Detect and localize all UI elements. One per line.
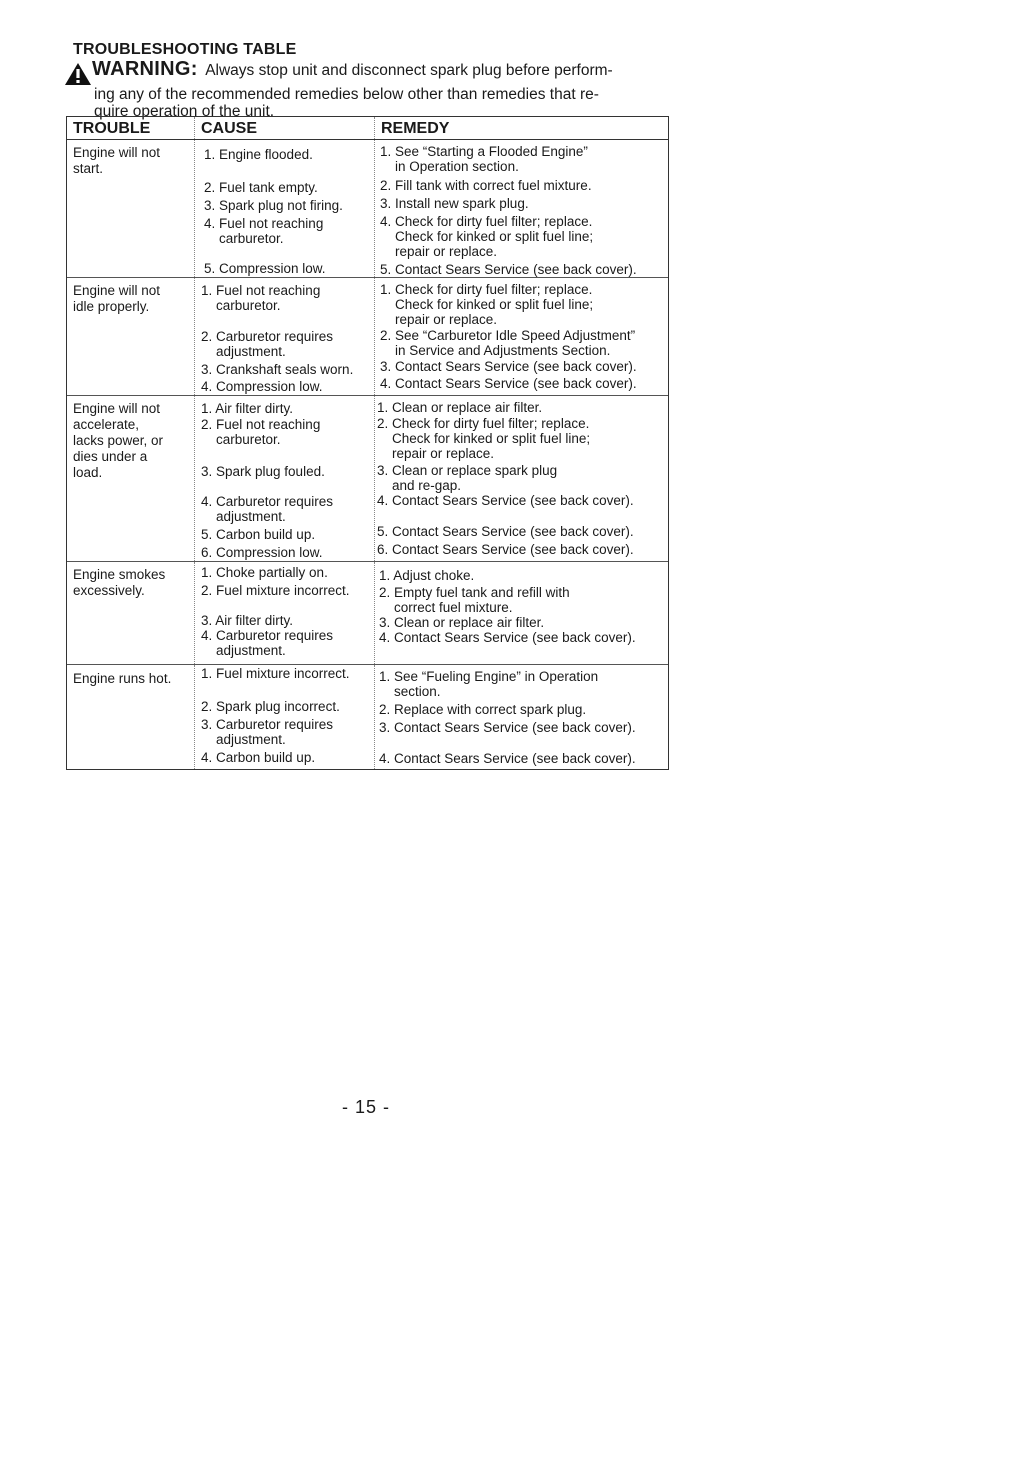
table-row: [67, 278, 668, 396]
remedy-item: 5. Contact Sears Service (see back cover).: [377, 524, 634, 539]
cause-item: 2. Carburetor requires adjustment.: [201, 329, 334, 359]
header-remedy: REMEDY: [374, 117, 668, 139]
remedy-item: 4. Check for dirty fuel filter; replace. Check for kinked or split fuel line; repair or replace.: [380, 214, 594, 259]
cause-item: 1. Fuel mixture incorrect.: [201, 666, 350, 681]
cause-item: 1. Fuel not reaching carburetor.: [201, 283, 321, 313]
warning-text-line3: quire operation of the unit.: [94, 103, 275, 120]
header-trouble: TROUBLE: [73, 120, 151, 137]
warning-label: WARNING:: [92, 58, 198, 80]
cause-item: 4. Compression low.: [201, 379, 323, 394]
cause-item: 2. Spark plug incorrect.: [201, 699, 340, 714]
cause-item: 2. Fuel tank empty.: [204, 180, 318, 195]
cause-cell: [194, 140, 374, 277]
remedy-item: 1. Clean or replace air filter.: [377, 400, 543, 415]
cause-item: 3. Spark plug not firing.: [204, 198, 343, 213]
trouble-cell: Engine runs hot.: [73, 671, 172, 686]
remedy-item: 1. See “Fueling Engine” in Operation section.: [379, 669, 599, 699]
remedy-item: 5. Contact Sears Service (see back cover).: [380, 262, 637, 277]
remedy-item: 4. Contact Sears Service (see back cover).: [377, 493, 634, 508]
trouble-cell: Engine smokes excessively.: [73, 567, 166, 598]
remedy-item: 2. Replace with correct spark plug.: [379, 702, 587, 717]
remedy-item: 2. See “Carburetor Idle Speed Adjustment” in Service and Adjustments Section.: [380, 328, 636, 358]
cause-item: 4. Carbon build up.: [201, 750, 316, 765]
table-header-row: [67, 117, 668, 140]
remedy-item: 4. Contact Sears Service (see back cover).: [379, 751, 636, 766]
remedy-item: 4. Contact Sears Service (see back cover).: [379, 630, 636, 645]
cause-item: 2. Fuel mixture incorrect.: [201, 583, 350, 598]
remedy-item: 3. Install new spark plug.: [380, 196, 529, 211]
remedy-item: 6. Contact Sears Service (see back cover).: [377, 542, 634, 557]
warning-icon: [64, 62, 92, 86]
remedy-item: 3. Contact Sears Service (see back cover).: [379, 720, 636, 735]
cause-cell: [194, 278, 374, 395]
cause-item: 3. Spark plug fouled.: [201, 464, 325, 479]
cause-item: 3. Crankshaft seals worn.: [201, 362, 354, 377]
cause-item: 1. Engine flooded.: [204, 147, 313, 162]
cause-cell: [194, 562, 374, 664]
cause-item: 4. Fuel not reaching carburetor.: [204, 216, 324, 246]
remedy-cell: [374, 562, 668, 664]
cause-item: 4. Carburetor requires adjustment.: [201, 628, 334, 658]
remedy-item: 1. Adjust choke.: [379, 568, 475, 583]
remedy-item: 3. Contact Sears Service (see back cover).: [380, 359, 637, 374]
remedy-cell: [374, 665, 668, 769]
cause-item: 6. Compression low.: [201, 545, 323, 560]
cause-item: 3. Air filter dirty.: [201, 613, 294, 628]
remedy-item: 1. Check for dirty fuel filter; replace. Check for kinked or split fuel line; repair or replace.: [380, 282, 594, 327]
remedy-item: 3. Clean or replace spark plug and re-gap.: [377, 463, 558, 493]
remedy-item: 2. Check for dirty fuel filter; replace. Check for kinked or split fuel line; repair or replace.: [377, 416, 591, 461]
cause-item: 1. Air filter dirty.: [201, 401, 294, 416]
remedy-item: 1. See “Starting a Flooded Engine” in Operation section.: [380, 144, 588, 174]
cause-item: 1. Choke partially on.: [201, 565, 328, 580]
remedy-cell: [374, 396, 668, 561]
cause-item: 5. Carbon build up.: [201, 527, 316, 542]
warning-text-line1: Always stop unit and disconnect spark plug before perform-: [205, 62, 613, 79]
table-row: [67, 140, 668, 278]
remedy-item: 3. Clean or replace air filter.: [379, 615, 545, 630]
remedy-item: 2. Empty fuel tank and refill with correct fuel mixture.: [379, 585, 570, 615]
remedy-item: 4. Contact Sears Service (see back cover).: [380, 376, 637, 391]
header-cause: CAUSE: [194, 117, 374, 139]
cause-cell: [194, 665, 374, 769]
remedy-item: 2. Fill tank with correct fuel mixture.: [380, 178, 592, 193]
table-row: [67, 562, 668, 665]
table-row: [67, 396, 668, 562]
troubleshooting-table: [66, 116, 669, 770]
cause-item: 2. Fuel not reaching carburetor.: [201, 417, 321, 447]
warning-text-line2: ing any of the recommended remedies below other than remedies that re-: [94, 86, 599, 103]
cause-item: 4. Carburetor requires adjustment.: [201, 494, 334, 524]
page-number: - 15 -: [342, 1097, 391, 1117]
table-row: [67, 665, 668, 769]
trouble-cell: Engine will not start.: [73, 145, 161, 176]
cause-item: 5. Compression low.: [204, 261, 326, 276]
trouble-cell: Engine will not accelerate, lacks power, or dies under a load.: [73, 401, 164, 480]
remedy-cell: [374, 278, 668, 395]
cause-item: 3. Carburetor requires adjustment.: [201, 717, 334, 747]
trouble-cell: Engine will not idle properly.: [73, 283, 161, 314]
remedy-cell: [374, 140, 668, 277]
page-title: TROUBLESHOOTING TABLE: [73, 41, 297, 58]
cause-cell: [194, 396, 374, 561]
warning-block: [64, 58, 644, 120]
